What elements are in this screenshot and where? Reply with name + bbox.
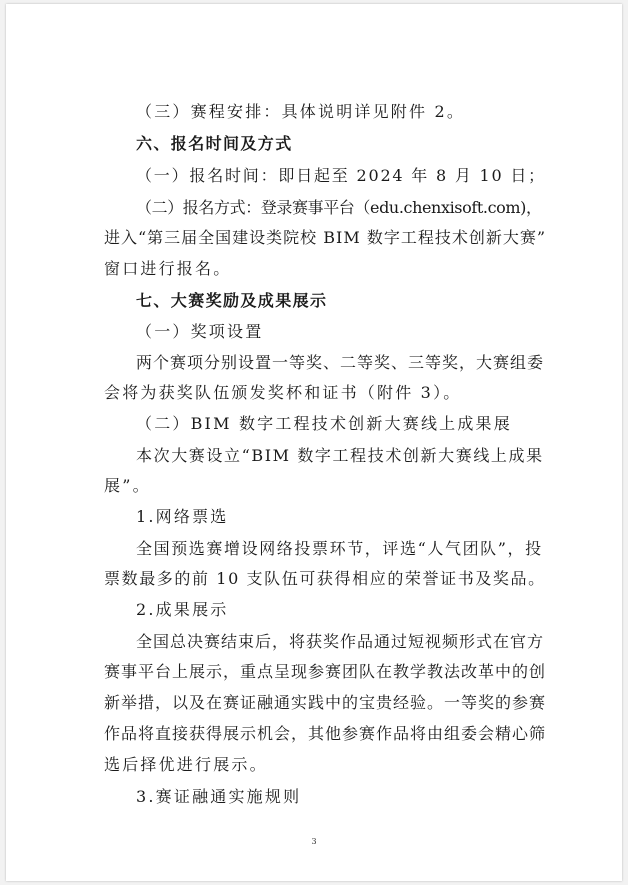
results-display-paragraph-line-3: 新举措，以及在赛证融通实践中的宝贵经验。一等奖的参赛: [104, 693, 547, 712]
online-voting-paragraph-line-1: 全国预选赛增设网络投票环节，评选“人气团队”，投: [136, 539, 543, 558]
online-exhibition-heading: （二）BIM 数字工程技术创新大赛线上成果展: [136, 414, 512, 433]
award-settings-paragraph-line-1: 两个赛项分别设置一等奖、二等奖、三等奖，大赛组委: [136, 353, 545, 372]
section-heading-awards: 七、大赛奖励及成果展示: [136, 291, 328, 310]
online-voting-heading: 1.网络票选: [136, 507, 229, 526]
results-display-heading: 2.成果展示: [136, 600, 229, 619]
results-display-paragraph-line-1: 全国总决赛结束后，将获奖作品通过短视频形式在官方: [136, 632, 545, 651]
section-heading-registration: 六、报名时间及方式: [136, 134, 293, 153]
document-page: [6, 4, 622, 881]
award-settings-paragraph-line-2: 会将为获奖队伍颁发奖杯和证书（附件 3）。: [104, 383, 462, 402]
registration-method-line: （二）报名方式：登录赛事平台（edu.chenxisoft.com)，: [136, 198, 542, 217]
online-voting-paragraph-line-2: 票数最多的前 10 支队伍可获得相应的荣誉证书及奖品。: [104, 569, 546, 588]
registration-method-line-2: 进入“第三届全国建设类院校 BIM 数字工程技术创新大赛”: [104, 228, 546, 247]
results-display-paragraph-line-5: 选后择优进行展示。: [104, 755, 268, 774]
award-settings-heading: （一）奖项设置: [136, 322, 264, 341]
results-display-paragraph-line-4: 作品将直接获得展示机会，其他参赛作品将由组委会精心筛: [104, 724, 547, 743]
results-display-paragraph-line-2: 赛事平台上展示，重点呈现参赛团队在教学教法改革中的创: [104, 662, 547, 681]
registration-method-line-3: 窗口进行报名。: [104, 259, 232, 278]
online-exhibition-paragraph-line-1: 本次大赛设立“BIM 数字工程技术创新大赛线上成果: [136, 446, 544, 465]
registration-time-line: （一）报名时间：即日起至 2024 年 8 月 10 日；: [136, 166, 546, 185]
online-exhibition-paragraph-line-2: 展”。: [104, 476, 151, 495]
page-number: 3: [311, 837, 317, 846]
schedule-arrangement-line: （三）赛程安排：具体说明详见附件 2。: [136, 102, 466, 121]
integration-rules-heading: 3.赛证融通实施规则: [136, 787, 302, 806]
